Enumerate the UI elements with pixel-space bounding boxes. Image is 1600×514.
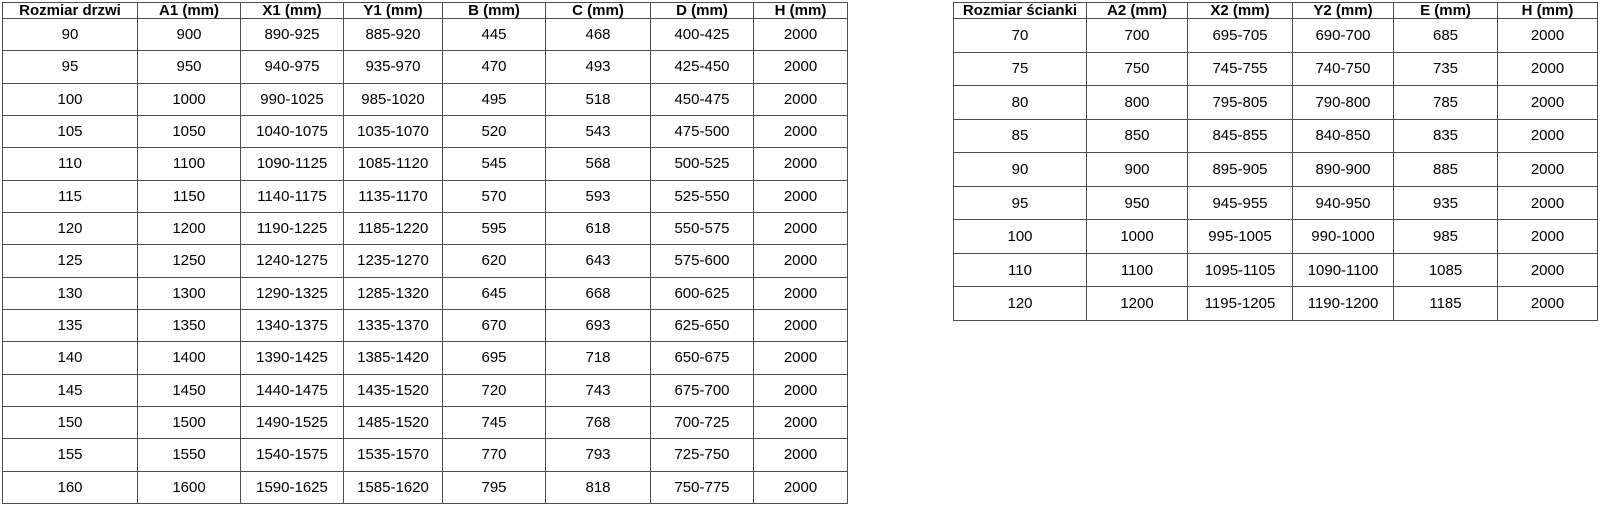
table-cell: 845-855 — [1188, 119, 1293, 153]
table-cell: 135 — [3, 309, 138, 341]
table-cell: 85 — [954, 119, 1087, 153]
column-header: A2 (mm) — [1087, 3, 1188, 19]
column-header: Rozmiar drzwi — [3, 3, 138, 19]
table-cell: 1000 — [1087, 220, 1188, 254]
table-cell: 1335-1370 — [344, 309, 443, 341]
table-cell: 693 — [546, 309, 651, 341]
table-cell: 525-550 — [651, 180, 754, 212]
table-cell: 795 — [443, 471, 546, 503]
table-cell: 2000 — [1498, 86, 1598, 120]
table-cell: 445 — [443, 19, 546, 51]
table-cell: 835 — [1394, 119, 1498, 153]
table-cell: 2000 — [754, 374, 848, 406]
table-row — [954, 253, 1598, 287]
table-cell: 1235-1270 — [344, 245, 443, 277]
column-header: X1 (mm) — [241, 3, 344, 19]
table-cell: 1000 — [138, 83, 241, 115]
table-row — [954, 287, 1598, 321]
table-cell: 1590-1625 — [241, 471, 344, 503]
table-cell: 1200 — [1087, 287, 1188, 321]
table-cell: 100 — [954, 220, 1087, 254]
table-cell: 2000 — [754, 83, 848, 115]
table-cell: 895-905 — [1188, 153, 1293, 187]
table-cell: 695 — [443, 342, 546, 374]
table-cell: 1340-1375 — [241, 309, 344, 341]
table-cell: 768 — [546, 406, 651, 438]
table-cell: 500-525 — [651, 148, 754, 180]
table-cell: 718 — [546, 342, 651, 374]
table-cell: 1535-1570 — [344, 439, 443, 471]
table-cell: 1190-1200 — [1293, 287, 1394, 321]
table-cell: 1385-1420 — [344, 342, 443, 374]
table-cell: 145 — [3, 374, 138, 406]
table-cell: 120 — [3, 212, 138, 244]
table-cell: 745 — [443, 406, 546, 438]
table-cell: 95 — [3, 51, 138, 83]
table-cell: 770 — [443, 439, 546, 471]
table-cell: 618 — [546, 212, 651, 244]
table-cell: 2000 — [754, 51, 848, 83]
table-cell: 1050 — [138, 115, 241, 147]
table-cell: 945-955 — [1188, 186, 1293, 220]
table-row — [3, 212, 848, 244]
table-cell: 2000 — [754, 309, 848, 341]
column-header: H (mm) — [754, 3, 848, 19]
table-cell: 1085-1120 — [344, 148, 443, 180]
table-row — [954, 19, 1598, 53]
table-cell: 475-500 — [651, 115, 754, 147]
wall-size-table — [953, 2, 1598, 321]
table-row — [3, 83, 848, 115]
table-cell: 2000 — [754, 439, 848, 471]
table-cell: 818 — [546, 471, 651, 503]
table-cell: 793 — [546, 439, 651, 471]
table-cell: 1140-1175 — [241, 180, 344, 212]
table-row — [3, 277, 848, 309]
table-cell: 140 — [3, 342, 138, 374]
table-cell: 1550 — [138, 439, 241, 471]
table-cell: 425-450 — [651, 51, 754, 83]
table-cell: 2000 — [754, 406, 848, 438]
table-row — [3, 309, 848, 341]
table-cell: 150 — [3, 406, 138, 438]
table-cell: 2000 — [1498, 52, 1598, 86]
table-cell: 1185 — [1394, 287, 1498, 321]
table-cell: 593 — [546, 180, 651, 212]
table-row — [3, 19, 848, 51]
table-cell: 685 — [1394, 19, 1498, 53]
table-cell: 1285-1320 — [344, 277, 443, 309]
column-header: H (mm) — [1498, 3, 1598, 19]
table-cell: 1090-1125 — [241, 148, 344, 180]
table-cell: 400-425 — [651, 19, 754, 51]
table-cell: 1540-1575 — [241, 439, 344, 471]
table-cell: 1035-1070 — [344, 115, 443, 147]
table-cell: 1040-1075 — [241, 115, 344, 147]
column-header: C (mm) — [546, 3, 651, 19]
column-header: E (mm) — [1394, 3, 1498, 19]
table-cell: 1100 — [138, 148, 241, 180]
door-size-table — [2, 2, 848, 504]
table-cell: 1090-1100 — [1293, 253, 1394, 287]
table-cell: 2000 — [1498, 253, 1598, 287]
table-cell: 940-975 — [241, 51, 344, 83]
table-cell: 70 — [954, 19, 1087, 53]
table-cell: 745-755 — [1188, 52, 1293, 86]
table-cell: 990-1025 — [241, 83, 344, 115]
table-cell: 668 — [546, 277, 651, 309]
table-cell: 670 — [443, 309, 546, 341]
table-cell: 130 — [3, 277, 138, 309]
table-cell: 1190-1225 — [241, 212, 344, 244]
column-header: Y1 (mm) — [344, 3, 443, 19]
table-cell: 90 — [3, 19, 138, 51]
header-row — [954, 3, 1598, 19]
table-cell: 1435-1520 — [344, 374, 443, 406]
table-cell: 2000 — [1498, 153, 1598, 187]
table-row — [3, 180, 848, 212]
table-cell: 1485-1520 — [344, 406, 443, 438]
table-cell: 785 — [1394, 86, 1498, 120]
table-row — [3, 245, 848, 277]
table-cell: 935 — [1394, 186, 1498, 220]
table-cell: 675-700 — [651, 374, 754, 406]
column-header: B (mm) — [443, 3, 546, 19]
table-cell: 940-950 — [1293, 186, 1394, 220]
table-cell: 2000 — [754, 19, 848, 51]
table-cell: 985 — [1394, 220, 1498, 254]
table-cell: 1200 — [138, 212, 241, 244]
table-cell: 1290-1325 — [241, 277, 344, 309]
table-cell: 650-675 — [651, 342, 754, 374]
table-cell: 110 — [3, 148, 138, 180]
table-cell: 493 — [546, 51, 651, 83]
table-cell: 1490-1525 — [241, 406, 344, 438]
table-row — [3, 342, 848, 374]
table-cell: 1135-1170 — [344, 180, 443, 212]
table-row — [954, 220, 1598, 254]
table-cell: 160 — [3, 471, 138, 503]
table-cell: 495 — [443, 83, 546, 115]
table-cell: 1390-1425 — [241, 342, 344, 374]
table-cell: 575-600 — [651, 245, 754, 277]
table-cell: 1450 — [138, 374, 241, 406]
table-row — [3, 374, 848, 406]
table-cell: 620 — [443, 245, 546, 277]
table-cell: 950 — [1087, 186, 1188, 220]
table-cell: 450-475 — [651, 83, 754, 115]
table-row — [954, 52, 1598, 86]
table-cell: 2000 — [1498, 19, 1598, 53]
table-cell: 1600 — [138, 471, 241, 503]
table-cell: 75 — [954, 52, 1087, 86]
table-cell: 543 — [546, 115, 651, 147]
table-cell: 1250 — [138, 245, 241, 277]
table-cell: 155 — [3, 439, 138, 471]
table-cell: 750-775 — [651, 471, 754, 503]
table-cell: 1400 — [138, 342, 241, 374]
column-header: Y2 (mm) — [1293, 3, 1394, 19]
table-cell: 2000 — [754, 180, 848, 212]
table-cell: 750 — [1087, 52, 1188, 86]
table-cell: 643 — [546, 245, 651, 277]
table-cell: 985-1020 — [344, 83, 443, 115]
table-cell: 695-705 — [1188, 19, 1293, 53]
table-cell: 1350 — [138, 309, 241, 341]
table-row — [954, 86, 1598, 120]
table-cell: 2000 — [754, 277, 848, 309]
table-cell: 125 — [3, 245, 138, 277]
table-row — [954, 186, 1598, 220]
table-cell: 2000 — [1498, 119, 1598, 153]
table-cell: 1150 — [138, 180, 241, 212]
table-cell: 885 — [1394, 153, 1498, 187]
table-cell: 95 — [954, 186, 1087, 220]
table-cell: 995-1005 — [1188, 220, 1293, 254]
table-cell: 1300 — [138, 277, 241, 309]
table-cell: 1440-1475 — [241, 374, 344, 406]
table-cell: 2000 — [754, 212, 848, 244]
table-cell: 90 — [954, 153, 1087, 187]
table-cell: 520 — [443, 115, 546, 147]
table-cell: 2000 — [754, 245, 848, 277]
table-cell: 645 — [443, 277, 546, 309]
table-cell: 690-700 — [1293, 19, 1394, 53]
table-cell: 790-800 — [1293, 86, 1394, 120]
table-cell: 2000 — [754, 115, 848, 147]
table-cell: 1240-1275 — [241, 245, 344, 277]
table-cell: 885-920 — [344, 19, 443, 51]
table-cell: 110 — [954, 253, 1087, 287]
table-cell: 700-725 — [651, 406, 754, 438]
table-cell: 795-805 — [1188, 86, 1293, 120]
table-cell: 2000 — [754, 342, 848, 374]
column-header: A1 (mm) — [138, 3, 241, 19]
table-cell: 743 — [546, 374, 651, 406]
table-row — [3, 439, 848, 471]
table-cell: 120 — [954, 287, 1087, 321]
table-cell: 700 — [1087, 19, 1188, 53]
table-cell: 80 — [954, 86, 1087, 120]
table-cell: 625-650 — [651, 309, 754, 341]
table-cell: 900 — [138, 19, 241, 51]
table-cell: 595 — [443, 212, 546, 244]
table-cell: 468 — [546, 19, 651, 51]
table-cell: 1100 — [1087, 253, 1188, 287]
table-cell: 550-575 — [651, 212, 754, 244]
table-cell: 735 — [1394, 52, 1498, 86]
table-cell: 990-1000 — [1293, 220, 1394, 254]
table-row — [3, 406, 848, 438]
table-cell: 570 — [443, 180, 546, 212]
table-cell: 890-925 — [241, 19, 344, 51]
column-header: Rozmiar ścianki — [954, 3, 1087, 19]
table-cell: 115 — [3, 180, 138, 212]
table-row — [3, 115, 848, 147]
table-cell: 890-900 — [1293, 153, 1394, 187]
table-cell: 800 — [1087, 86, 1188, 120]
table-cell: 2000 — [1498, 186, 1598, 220]
table-cell: 518 — [546, 83, 651, 115]
table-cell: 600-625 — [651, 277, 754, 309]
column-header: X2 (mm) — [1188, 3, 1293, 19]
table-cell: 2000 — [1498, 220, 1598, 254]
table-cell: 100 — [3, 83, 138, 115]
table-cell: 840-850 — [1293, 119, 1394, 153]
table-cell: 470 — [443, 51, 546, 83]
table-cell: 900 — [1087, 153, 1188, 187]
table-cell: 1095-1105 — [1188, 253, 1293, 287]
table-cell: 2000 — [754, 148, 848, 180]
header-row — [3, 3, 848, 19]
table-cell: 850 — [1087, 119, 1188, 153]
column-header: D (mm) — [651, 3, 754, 19]
table-cell: 1085 — [1394, 253, 1498, 287]
table-cell: 1500 — [138, 406, 241, 438]
table-row — [954, 119, 1598, 153]
table-row — [3, 471, 848, 503]
table-row — [3, 148, 848, 180]
table-cell: 740-750 — [1293, 52, 1394, 86]
table-cell: 935-970 — [344, 51, 443, 83]
table-cell: 950 — [138, 51, 241, 83]
table-cell: 1585-1620 — [344, 471, 443, 503]
table-cell: 725-750 — [651, 439, 754, 471]
table-cell: 2000 — [754, 471, 848, 503]
table-row — [954, 153, 1598, 187]
table-cell: 545 — [443, 148, 546, 180]
table-cell: 1185-1220 — [344, 212, 443, 244]
table-cell: 2000 — [1498, 287, 1598, 321]
table-cell: 720 — [443, 374, 546, 406]
table-row — [3, 51, 848, 83]
table-cell: 1195-1205 — [1188, 287, 1293, 321]
table-cell: 568 — [546, 148, 651, 180]
table-cell: 105 — [3, 115, 138, 147]
